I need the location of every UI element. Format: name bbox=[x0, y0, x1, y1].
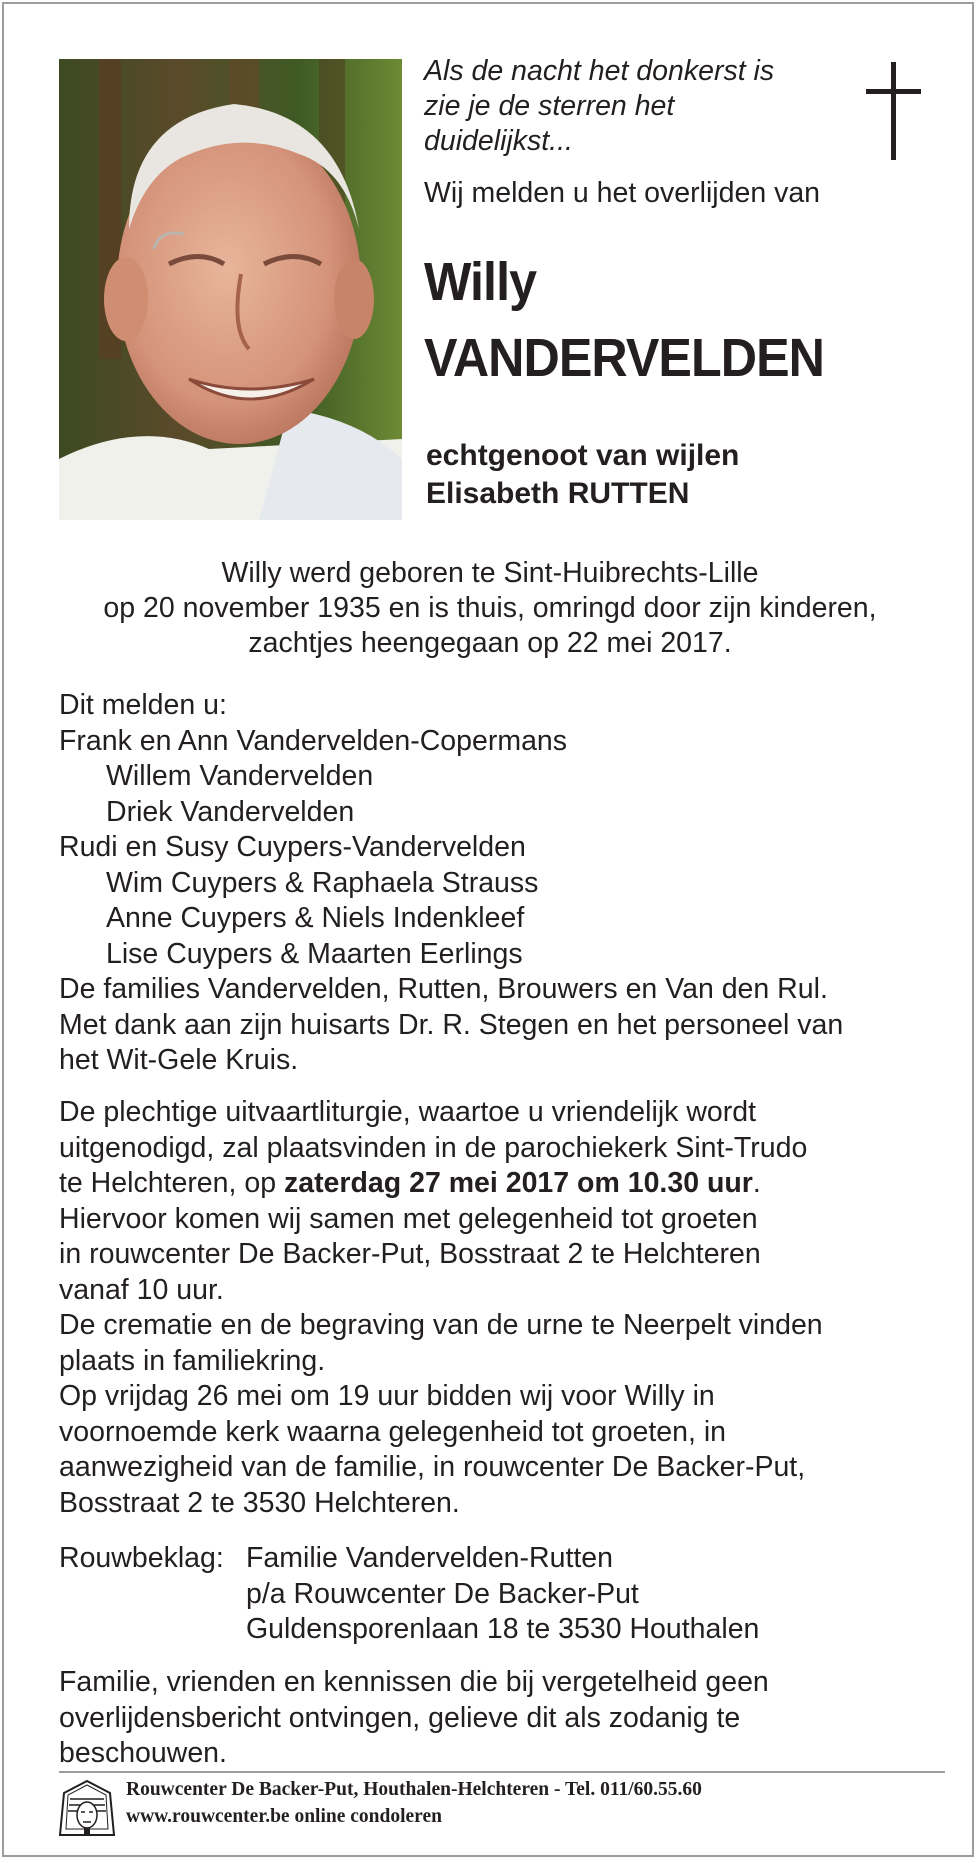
closing-line: Familie, vrienden en kennissen die bij vergetelheid geen bbox=[59, 1666, 769, 1698]
funeral-date: zaterdag 27 mei 2017 om 10.30 uur bbox=[283, 1167, 753, 1199]
funeral-line-suffix: . bbox=[752, 1167, 761, 1199]
funeral-home-website[interactable]: www.rouwcenter.be online condoleren bbox=[126, 1806, 442, 1827]
last-name: VANDERVELDEN bbox=[424, 328, 824, 388]
funeral-line: Hiervoor komen wij samen met gelegenheid tot groeten bbox=[59, 1202, 758, 1235]
funeral-line: De plechtige uitvaartliturgie, waartoe u vriendelijk wordt bbox=[59, 1096, 757, 1128]
thanks-line: Met dank aan zijn huisarts Dr. R. Stegen en het personeel van bbox=[59, 1008, 844, 1041]
condolence-line: Familie Vandervelden-Rutten bbox=[246, 1542, 613, 1574]
funeral-line: plaats in familiekring. bbox=[59, 1344, 326, 1377]
funeral-details bbox=[59, 1095, 823, 1521]
closing-note bbox=[59, 1665, 769, 1772]
quote-line: Als de nacht het donkerst is bbox=[424, 55, 775, 87]
funeral-line bbox=[59, 1166, 823, 1202]
family-line: Rudi en Susy Cuypers-Vandervelden bbox=[59, 831, 526, 863]
grandchild-line: Driek Vandervelden bbox=[106, 795, 355, 828]
family-line: Frank en Ann Vandervelden-Copermans bbox=[59, 724, 568, 757]
funeral-line: in rouwcenter De Backer-Put, Bosstraat 2 te Helchteren bbox=[59, 1238, 761, 1270]
condolence-label: Rouwbeklag: bbox=[59, 1542, 224, 1574]
funeral-line: vanaf 10 uur. bbox=[59, 1273, 224, 1306]
cross-icon bbox=[864, 62, 924, 162]
quote-line: duidelijkst... bbox=[424, 125, 573, 157]
funeral-line: De crematie en de begraving van de urne te Neerpelt vinden bbox=[59, 1309, 823, 1341]
memorial-quote bbox=[424, 54, 844, 159]
closing-line: overlijdensbericht ontvingen, gelieve dit als zodanig te bbox=[59, 1701, 741, 1734]
grandchild-line: Lise Cuypers & Maarten Eerlings bbox=[106, 937, 523, 970]
closing-line: beschouwen. bbox=[59, 1737, 227, 1769]
birth-line: zachtjes heengegaan op 22 mei 2017. bbox=[248, 627, 732, 659]
thanks-line: het Wit-Gele Kruis. bbox=[59, 1044, 299, 1076]
birth-death-info bbox=[0, 556, 980, 661]
grandchild-line: Anne Cuypers & Niels Indenkleef bbox=[106, 902, 525, 934]
funeral-line-prefix: te Helchteren, op bbox=[59, 1167, 284, 1199]
condolence-row bbox=[59, 1541, 759, 1577]
funeral-line: aanwezigheid van de familie, in rouwcenter De Backer-Put, bbox=[59, 1451, 806, 1483]
portrait-photo bbox=[59, 59, 402, 520]
deceased-name bbox=[424, 244, 854, 396]
pharaoh-logo-icon bbox=[56, 1779, 118, 1841]
birth-line: Willy werd geboren te Sint-Huibrechts-Lille bbox=[221, 557, 759, 589]
funeral-home-footer bbox=[126, 1776, 702, 1830]
funeral-line: voornoemde kerk waarna gelegenheid tot groeten, in bbox=[59, 1415, 727, 1448]
funeral-home-contact: Rouwcenter De Backer-Put, Houthalen-Helchteren - Tel. 011/60.55.60 bbox=[126, 1779, 702, 1800]
birth-line: op 20 november 1935 en is thuis, omringd door zijn kinderen, bbox=[103, 592, 877, 624]
quote-line: zie je de sterren het bbox=[424, 90, 675, 122]
condolence-line: Guldensporenlaan 18 te 3530 Houthalen bbox=[246, 1613, 760, 1645]
grandchild-line: Wim Cuypers & Raphaela Strauss bbox=[106, 866, 539, 899]
funeral-line: Bosstraat 2 te 3530 Helchteren. bbox=[59, 1486, 460, 1519]
condolence-address bbox=[59, 1541, 759, 1648]
extended-families: De families Vandervelden, Rutten, Brouwers en Van den Rul. bbox=[59, 973, 828, 1005]
survivors-list bbox=[59, 688, 843, 1079]
survivors-heading: Dit melden u: bbox=[59, 689, 227, 721]
spouse-info bbox=[426, 437, 739, 513]
first-name: Willy bbox=[424, 252, 537, 312]
funeral-line: Op vrijdag 26 mei om 19 uur bidden wij voor Willy in bbox=[59, 1380, 715, 1412]
condolence-line: p/a Rouwcenter De Backer-Put bbox=[246, 1577, 639, 1610]
grandchild-line: Willem Vandervelden bbox=[106, 760, 374, 792]
footer-divider bbox=[59, 1771, 945, 1773]
spouse-name: Elisabeth RUTTEN bbox=[426, 477, 690, 510]
funeral-line: uitgenodigd, zal plaatsvinden in de parochiekerk Sint-Trudo bbox=[59, 1131, 808, 1164]
announcement-intro: Wij melden u het overlijden van bbox=[424, 177, 821, 209]
spouse-line: echtgenoot van wijlen bbox=[426, 439, 740, 472]
